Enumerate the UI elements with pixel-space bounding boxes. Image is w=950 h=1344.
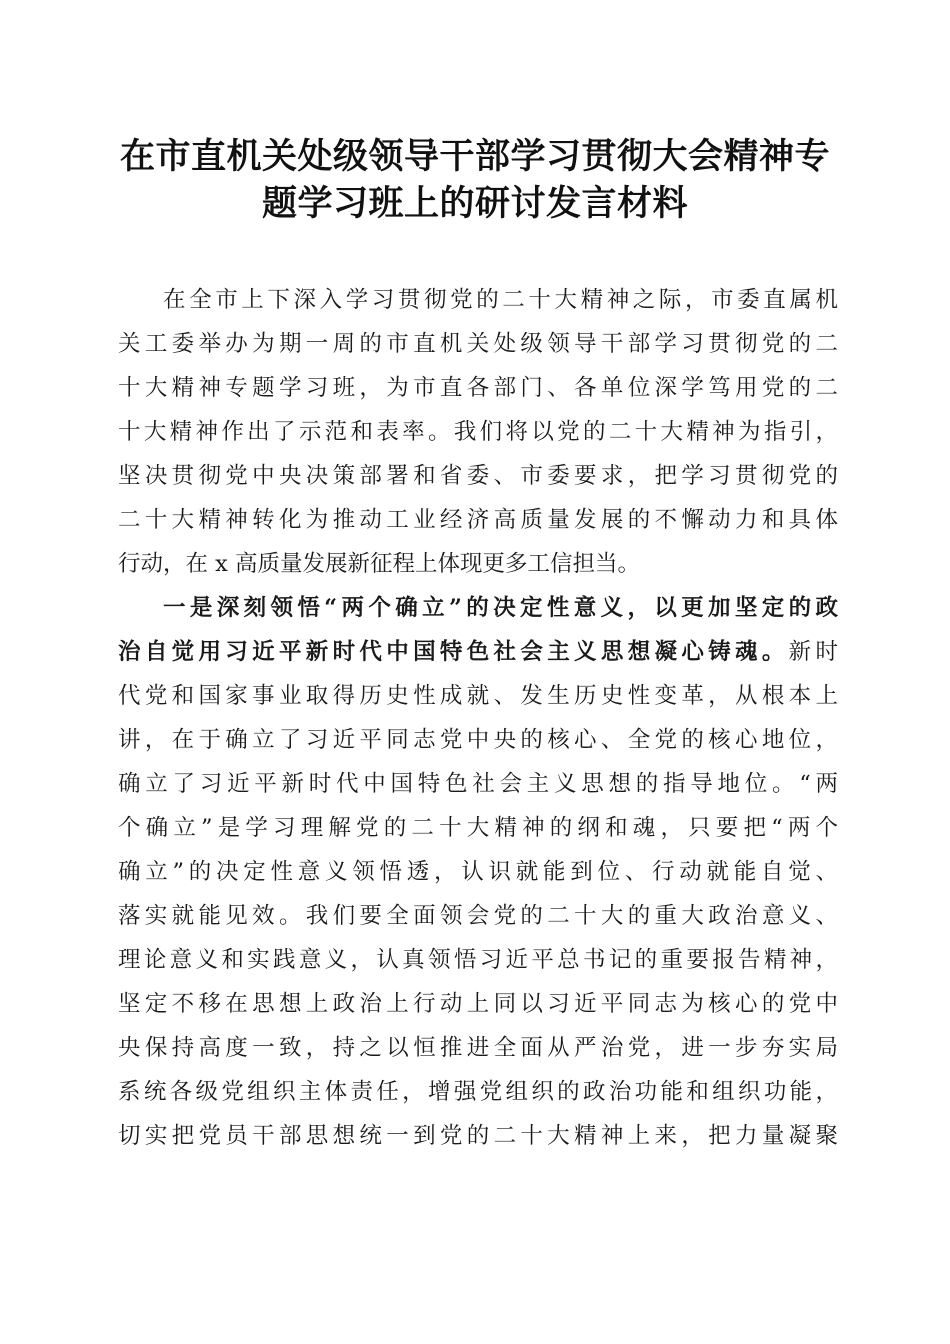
text-line: 央保持高度一致，持之以恒推进全面从严治党，进一步夯实局 — [118, 1035, 838, 1061]
text-run: 新时 — [788, 639, 838, 665]
text-line: 十大精神专题学习班，为市直各部门、各单位深学笃用党的二 — [118, 375, 838, 401]
document-body — [118, 278, 838, 1158]
text-line: 在全市上下深入学习贯彻党的二十大精神之际，市委直属机 — [163, 287, 838, 313]
paragraph-point-one — [118, 586, 838, 1158]
text-line: 行动，在 x 高质量发展新征程上体现更多工信担当。 — [118, 551, 640, 577]
title-line: 题学习班上的研讨发言材料 — [261, 183, 688, 224]
text-line: 代党和国家事业取得历史性成就、发生历史性变革，从根本上 — [118, 683, 838, 709]
text-line: 讲，在于确立了习近平同志党中央的核心、全党的核心地位， — [118, 727, 838, 753]
text-line: 确立了习近平新时代中国特色社会主义思想的指导地位。“两 — [118, 771, 838, 797]
text-line: 系统各级党组织主体责任，增强党组织的政治功能和组织功能， — [118, 1079, 838, 1105]
title-line: 在市直机关处级领导干部学习贯彻大会精神专 — [119, 136, 830, 177]
text-line: 理论意义和实践意义，认真领悟习近平总书记的重要报告精神， — [118, 947, 838, 973]
text-line: 坚定不移在思想上政治上行动上同以习近平同志为核心的党中 — [118, 991, 838, 1017]
text-line: 二十大精神转化为推动工业经济高质量发展的不懈动力和具体 — [118, 507, 838, 533]
text-line: 十大精神作出了示范和表率。我们将以党的二十大精神为指引， — [118, 419, 838, 445]
paragraph-intro — [118, 278, 838, 586]
text-line: 确立”的决定性意义领悟透，认识就能到位、行动就能自觉、 — [118, 859, 838, 885]
text-line: 个确立”是学习理解党的二十大精神的纲和魂，只要把“两个 — [118, 815, 838, 841]
text-line: 落实就能见效。我们要全面领会党的二十大的重大政治意义、 — [118, 903, 838, 929]
text-line: 坚决贯彻党中央决策部署和省委、市委要求，把学习贯彻党的 — [118, 463, 838, 489]
text-line: 关工委举办为期一周的市直机关处级领导干部学习贯彻党的二 — [118, 331, 838, 357]
document-title — [100, 133, 850, 227]
bold-heading-line: 一是深刻领悟“两个确立”的决定性意义，以更加坚定的政 — [163, 595, 838, 621]
bold-heading-text: 治自觉用习近平新时代中国特色社会主义思想凝心铸魂。 — [118, 639, 789, 665]
text-line: 切实把党员干部思想统一到党的二十大精神上来，把力量凝聚 — [118, 1123, 838, 1149]
mixed-line — [118, 630, 838, 674]
